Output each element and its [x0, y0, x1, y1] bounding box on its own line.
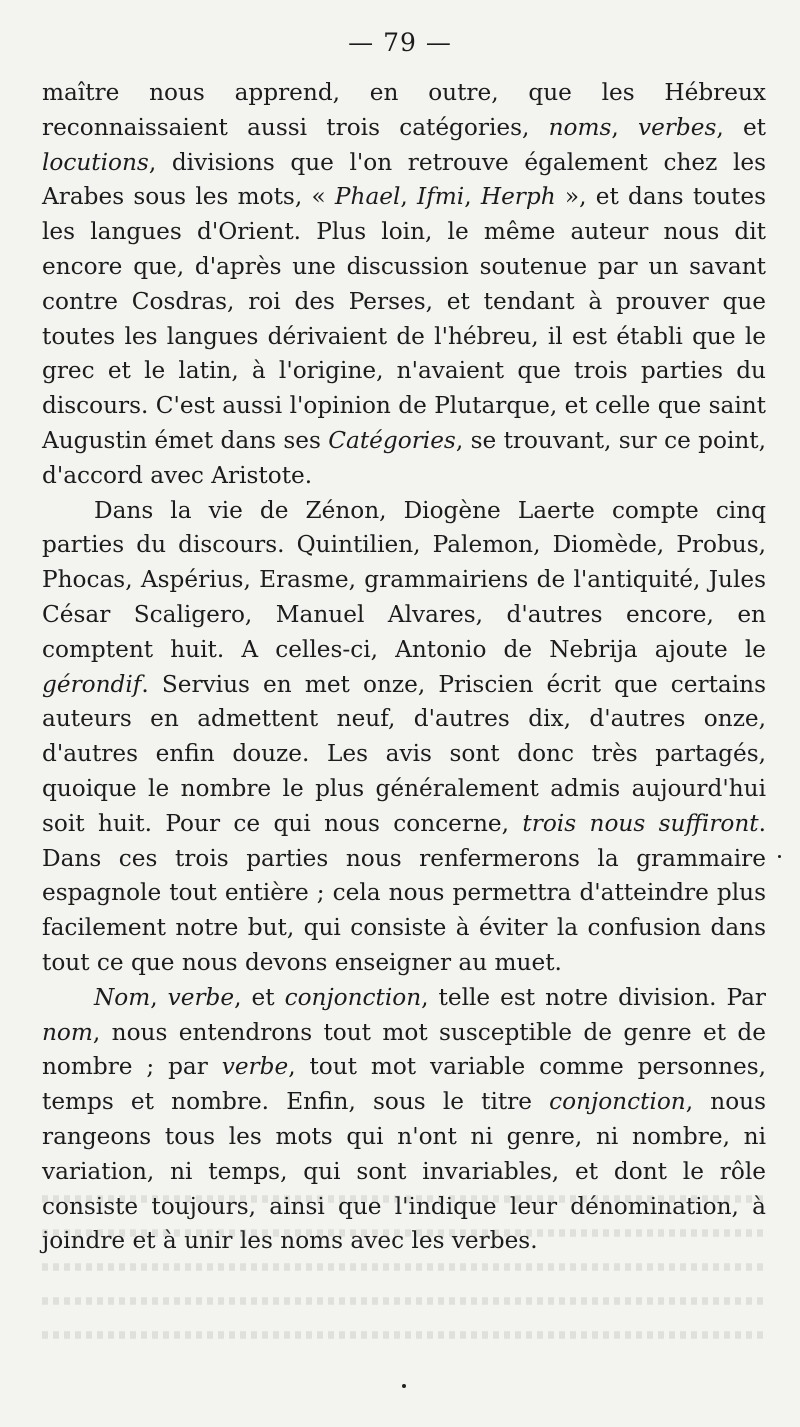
page-number: — 79 —	[348, 28, 452, 57]
paragraph	[42, 76, 766, 494]
text-run: , et	[716, 113, 766, 141]
text-run: , divisions que l'on retrouve également chez les Arabes sous les mots, «	[42, 148, 766, 211]
text-run: , nous entendrons tout mot susceptible de genre et de nombre ; par	[42, 1018, 766, 1081]
text-run: , se trouvant, sur ce point, d'accord avec Aristote.	[42, 426, 767, 489]
italic-term: verbe	[167, 983, 235, 1011]
italic-term: conjonction	[549, 1088, 686, 1116]
text-run: , nous rangeons tous les mots qui n'ont ni genre, ni nombre, ni variation, ni temps, qui sont invariables, et dont le rôle consiste toujours, ainsi que l'indique leur dénomination, à joindre et à unir les noms avec les verbes.	[42, 1088, 766, 1255]
italic-term: trois nous suffiront	[522, 809, 759, 837]
text-run: Dans la vie de Zénon, Diogène Laerte compte cinq parties du discours. Quintilien, Palemon, Diomède, Probus, Phocas, Aspérius, Erasme, grammairiens de l'antiquité, Jules César Scaligero, Manuel Alvares, d'autres encore, en comptent huit. A celles-ci, Antonio de Nebrija ajoute le	[42, 496, 766, 663]
paragraph	[42, 494, 766, 981]
text-run: . Dans ces trois parties nous renfermerons la grammaire espagnole tout entière ; cela nous permettra d'atteindre plus facilement notre but, qui consiste à éviter la confusion dans tout ce que nous devons enseigner au muet.	[42, 809, 766, 976]
text-run: maître nous apprend, en outre, que les Hébreux reconnaissaient aussi trois catégories,	[42, 79, 766, 141]
italic-term: Ifmi	[417, 183, 465, 211]
text-run: , tout mot variable comme personnes, temps et nombre. Enfin, sous le titre	[42, 1053, 766, 1116]
italic-term: verbes	[637, 113, 717, 141]
italic-term: Herph	[480, 183, 556, 211]
ink-speck	[402, 1384, 406, 1388]
body-text	[42, 76, 766, 1259]
italic-term: locutions	[42, 148, 149, 176]
italic-term: Catégories	[328, 426, 456, 454]
italic-term: Nom	[94, 983, 151, 1011]
text-run: ,	[400, 183, 418, 211]
italic-term: gérondif	[42, 670, 142, 698]
italic-term: verbe	[221, 1053, 289, 1081]
italic-term: Phael	[334, 183, 401, 211]
italic-term: noms	[548, 113, 612, 141]
text-run: . Servius en met onze, Priscien écrit que certains auteurs en admettent neuf, d'autres dix, d'autres onze, d'autres enfin douze. Les avis sont donc très partagés, quoique le nombre le plus généralement admis aujourd'hui soit huit. Pour ce qui nous concerne,	[42, 670, 766, 837]
text-run: ,	[464, 183, 481, 211]
ink-speck	[778, 855, 781, 858]
text-run: , et	[234, 983, 285, 1011]
italic-term: conjonction	[284, 983, 422, 1011]
text-run: ,	[150, 983, 168, 1011]
italic-term: nom	[42, 1018, 93, 1046]
text-run: ,	[611, 113, 638, 141]
text-run: , telle est notre division. Par	[421, 983, 766, 1011]
paragraph	[42, 981, 766, 1259]
text-run: », et dans toutes les langues d'Orient. Plus loin, le même auteur nous dit encore que, d'après une discussion soutenue par un savant contre Cosdras, roi des Perses, et tendant à prouver que toutes les langues dérivaient de l'hébreu, il est établi que le grec et le latin, à l'origine, n'avaient que trois parties du discours. C'est aussi l'opinion de Plutarque, et celle que saint Augustin émet dans ses	[42, 183, 766, 454]
